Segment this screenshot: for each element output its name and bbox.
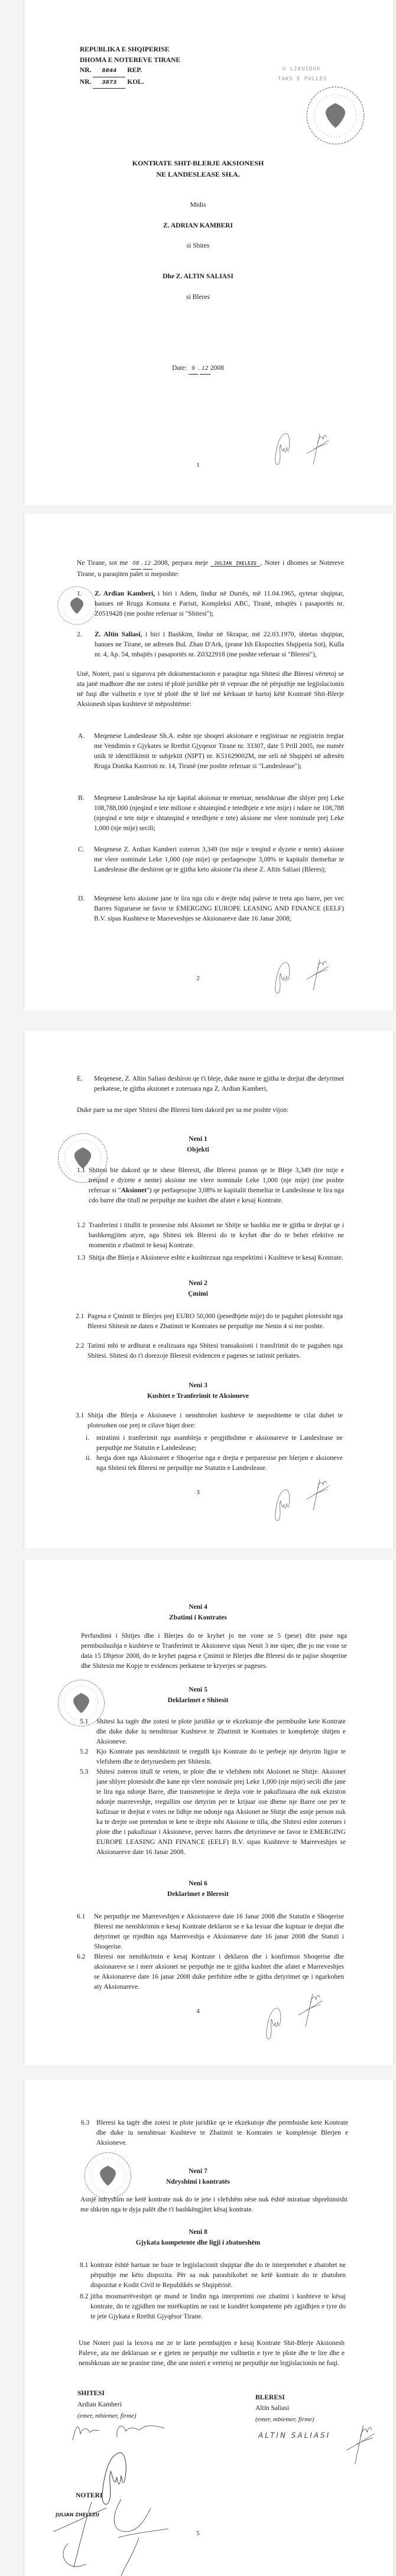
clause-number: 6.2 [77,1953,86,1960]
contract-subtitle: NE LANDESLEASE SH.A. [156,170,240,178]
recital-text: Meqenese Landeslease ka nje kapital aksionar te emetuar, nenshkruar dhe shlyer prej Leke 108,788,000 (njeqind e tete milione e shtateqind e tetedhjete e tete mije) i ndare ne 108,788 (njeqind e tete mije e shtateqind e tetedhjete e tete) aksione me vlere nominale prej Leke 1,000 (nje mije) secili; [94,795,344,832]
clause-number: 3.1 [76,1412,85,1419]
clause-text: Shitesi bie dakord qe te shese Bleresit, dhe Bleresi pranon qe te Bleje 3,349 (tre mije e treqind e dyzete e nente) aksione me vlere nominale Leke 1,000 (nje mije) (me poshte referuar si " [89,1167,344,1194]
clause-number: 1.1 [77,1167,86,1174]
recital-text: Meqenese, Z. Altin Saliasi deshiron qe t'i bleje, duke marre te gjitha te drejtat dhe detyrimet perkatese, te gjitha aksionet e zoteruara nga Z. Ardian Kamberi, [94,1075,344,1092]
clause-8-2 [80,2292,346,2322]
buyer-signature-name: Altin Saliasi [255,2405,290,2412]
article-4-title: Zbatimi i Kontrates [169,1614,227,1621]
recital-label: C. [78,846,85,853]
seller-signature-icon [260,2000,287,2047]
buyer-signature-hint: (emer, mbiemer, firme) [255,2416,314,2423]
article-8-heading: Neni 8 [189,2229,207,2236]
party-2 [77,630,344,660]
between-label: Midis [190,201,206,209]
intro-text: , Noter i dhomes se Notereve Tirane, u paraqiten palet si meposhte: [77,560,344,578]
defined-term: Aksionet [121,1187,147,1194]
recital-b [78,793,344,834]
condition-text: miratimi i tranferimit nga asambleja e pergjithshme e aksionareve te Landeslease ne perputhje me Statutin e Landeslease; [96,1435,343,1452]
article-2-heading: Neni 2 [189,1280,207,1287]
seller-signature-name: Ardian Kamberi [77,2401,122,2408]
condition-number: i. [86,1435,90,1442]
party-number: 2. [77,631,82,638]
seller-role: si Shites [186,242,210,249]
seller-signature-hint: (emer, mbiemer, firme) [77,2412,137,2419]
recital-label: E. [77,1075,83,1082]
clause-1-1 [77,1166,344,1206]
article-5-heading: Neni 5 [189,1686,207,1693]
article-7-text: Asnjë ndryshim ne ketë kontrate nuk do te jete i vlefshëm nëse nuk është miratuar shprehimisht me shkrim nga te dyja palët dhe t'i bashkëngjitet kësaj kontrate. [80,2196,348,2213]
clause-text: Bleresi me nenshkrimin e kesaj Kontrate i deklaron dhe i konfirmon Shoqerise dhe aksionareve se i merr aksionet ne perputhje me te gjitha kushtet dhe afatet e Marreveshjes se Aksionareve date 16 janar 2008 duke perfshire edhe te gjitha detyrimet qe i ngarkohen aty Aksionareve. [94,1953,344,1990]
party-name: Z. Altin Saliasi, [95,631,142,638]
buyer-label: BLERESI [255,2394,285,2401]
contract-date: Date: 9 . 12 2008 [0,363,396,375]
seller-name: Z. ADRIAN KAMBERI [163,222,233,229]
clause-number: 5.2 [80,1748,89,1755]
seller-handwritten-signature-icon [70,2419,170,2443]
date-day: 9 [189,364,198,375]
clause-number: 5.1 [80,1718,89,1725]
clause-text: Shitesi zoteron titull te vetem, te plote dhe te vlefshem mbi Aksionet ne Shitje. Aksionet jane shlyer plotesisht dhe kane nje vlere nominale prej Leke 1,000 (nje mije) secili dhe jane te lira nga ndonje Barre, dhe transmetojne te drejta vote te pakufizuara dhe nuk ekziston ndonje marreveshje, rregullim ose detyrim per te krijuar ose dhene nje Barre ose per te kufizuar te drejtat e votes ne lidhje me ndonje nga Aksionet ne Shitje dhe asnje person nuk ka te drejte ose pretendon te kete te drejte mbi Aksione te tilla, dhe Shitesi eshte zoterues i plote dhe i pakufizuar i Aksioneve, pervec barres dhe detyrimeve ne favor te EMERGING EUROPE LEASING AND FINANCE (EELF) B.V. sipas Kushteve te Marreveshjes se Aksionareve date 16 Janar 2008. [96,1768,346,1856]
page-number: 1 [196,461,200,469]
article-1-heading: Neni 1 [189,1136,207,1143]
condition-number: ii. [86,1455,92,1462]
kol-number-line [80,77,180,89]
notary-header [80,45,180,89]
clause-6-1 [77,1912,344,1952]
date-year: 2008 [210,365,224,372]
notary-name-stamp: JULIAN ZHELEZU [56,2512,100,2518]
date-month: 12 [200,364,210,375]
buyer-role: si Bleres [186,294,210,301]
party-1 [77,589,344,619]
clause-number: 2.1 [76,1313,85,1320]
nr-label: NR. [80,67,92,74]
article-2-title: Çmimi [188,1290,208,1297]
condition-i [86,1433,343,1453]
clause-8-1 [80,2260,346,2291]
clause-text: kontrate është hartuar ne baze te legjislacionit shqiptar dhe do te interpretohet e zbatohet ne përputhje me këto dispozita. Për sa nuk parashikohet ne ketë kontrate do te zbatohen dispozitat e Kodit Civil te Republikës se Shqipërisë. [90,2262,346,2289]
notary-intro: Ne Tirane, sot me 08 . 12 .2008, perpara meje JULIAN ZHELEZU , Noter i dhomes se Notereve Tirane, u paraqiten palet si meposhte: [77,560,344,578]
article-4-heading: Neni 4 [189,1604,207,1611]
article-8-title: Gjykata kompetente dhe ligji i zbatueshëm [135,2239,261,2246]
agreement-statement: Duke pare sa me siper Shitesi dhe Bleresi bien dakord per sa me poshte vijon: [77,1107,289,1114]
clause-number: 2.2 [76,1342,85,1349]
rep-number: 8844 [93,66,125,77]
page-number: 5 [196,2530,200,2537]
notary-label: NOTERI [76,2492,103,2499]
party-name: Z. Ardian Kamberi, [95,590,155,597]
article-4-text: Perfundimi i Shitjes dhe i Blerjes do te kryhet jo me vone se 5 (pese) dite pune nga permbushushja e kushteve te Tranferimit te Aksioneve sipas Nenit 3 me siper, dhe jo me vone se data 15 Dhjetor 2008, do te kryhet pagesa e Çmimit te Blerjes dhe Bleresi do te pajise shoqerine dhe Shitesin me Kopje te evidences perkatese te kryerjes se pageses. [81,1632,347,1670]
party-number: 1. [77,590,82,597]
clause-text: Kjo Kontrate pas nenshkrimit te rregullt kjo Kontrate do te perbeje nje detyrim ligjor te vlefshem dhe te detyrueshem per Shitesin. [96,1748,346,1765]
clause-2-2 [76,1341,343,1361]
notary-certification: Unë, Noteri, pasi u sigurova për dokumentacionin e paraqitur nga Shitesi dhe Bleresi vërtetoj se ata janë madhore dhe me zotesi të plotë juridike për të vepruar dhe në përputhje me legjislacionin në fuqi dhe vullnetin e tyre të plotë dhe të lirë më kërkuan të hartoj këtë Kontratë Shit-Blerje Aksionesh sipas kushteve të mëposhtëme: [77,671,344,708]
header-republic: REPUBLIKA E SHQIPERISE [80,46,170,53]
clause-text: Pagesa e Çmimit te Blerjes prej EURO 50,000 (pesedhjete mije) do te paguhet plotesisht nga Bleresi Shitesit ne daten e Zbatimit te Kontrates ne perputhje me Nenin 4 si me poshte. [87,1313,343,1330]
recital-c [78,845,344,875]
clause-number: 1.2 [77,1222,86,1229]
article-3-title: Kushtet e Tranferimit te Aksioneve [147,1393,249,1400]
condition-text: heqja dore nga Aksionaret e Shoqerise nga e drejta e perparesise per blerjen e aksioneve nga Shitesi tek Bleresi ne perputhje me Statutin e Landeslease. [96,1455,343,1472]
clause-number: 1.3 [77,1254,86,1261]
article-6-heading: Neni 6 [189,1880,207,1887]
date-label: Date: [172,365,187,372]
page-number: 3 [196,1489,200,1496]
clause-text: jitha mosmarrëveshjet qe mund te lindin nga interpretimi ose zbatimi i kushteve te kësaj kontrate, do te zgjidhen me mirëkuptim ne rast te kundërt kompetente për zgjidhjen e tyre do te jete Gjykata e Rrethit Gjyqësor Tirane. [90,2293,346,2320]
clause-text: Shitja dhe Blerja e Aksioneve i nenshtrohet kushteve te meposhteme te cilat duhet te plotesohen ose prej te cilave hiqet dore: [87,1412,343,1429]
recital-text: Meqenese Landeslease Sh.A. eshte nje shoqeri aksionare e regjistruar ne regjistrin tregtar me Vendimin e Gjykates se Rrethit Gjyqesor Tirane nr. 33307, date 5 Prill 2005, me numër unik të identifikimit te subjektit (NIPT) nr. K51629002M, me seli në Shqipëri në adresën Rruga Donika Kastrioti nr. 14, Tiranë (me poshte referuar si "Landeslease"); [94,733,344,770]
nr-label: NR. [80,78,92,86]
header-chamber: DHOMA E NOTEREVE TIRANE [80,56,181,64]
buyer-signature-icon [331,2422,390,2467]
party-details: i biri i Bashkim, lindur në Skrapar, më 22.03.1970, shtetas shqiptar, banues ne Tirane, ne adresen Bul. Zhan D'Ark, (prane Ish Ekspozites Shqiperia Sot), Kulla nr. 4, Ap. 54, mbajtës i pasaportës nr. Z0322918 (me poshte referuar si "Bleresi"), [95,631,344,658]
notary-closing-statement: Une Noteri pasi ia lexova me ze te larte permbajtjen e kesaj Kontrate Shit-Blerje Aksionesh Paleve, ata me deklaruan se e gjeten ne perputhje me vullnetin e tyre te plote dhe te lire dhe e nenshkruan ate ne pranine time, dhe une noteri e vertetoj ne perputhje me legjislacionin ne fuqi. [79,2340,345,2367]
contract-title: KONTRATE SHIT-BLERJE AKSIONESH [132,159,264,167]
recital-label: A. [78,733,85,740]
article-6-title: Deklarimet e Bleresit [167,1891,229,1898]
clause-2-1 [76,1312,343,1332]
article-1-title: Objekti [187,1146,209,1153]
tax-stamp-paid: U LIKUIDUA [283,66,321,72]
clause-5-3 [80,1767,346,1858]
clause-3-1 [76,1411,343,1431]
recital-label: D. [78,895,85,902]
clause-text: Tatimi mbi te ardhurat e realizuara nga Shitesi transaksioni i transfrimit do te paguhen nga Shitesi. Shitesi do t'i dorezoje Bleresit evidencen e pageses se tatimit perkates. [87,1342,343,1359]
clause-number: 8.1 [80,2262,89,2269]
rep-label: REP. [127,67,142,74]
clause-number: 6.3 [81,2119,90,2126]
seller-label: SHITESI [77,2390,105,2397]
clause-6-2 [77,1952,344,1992]
notary-seal-icon [304,84,366,147]
condition-ii [86,1453,343,1474]
article-3-heading: Neni 3 [189,1382,207,1389]
rep-number-line [80,66,180,77]
clause-text: Shitja dhe Blerja e Aksioneve eshte e kushtezuar nga respektimi i Kushteve te kesaj Kontrate. [89,1254,343,1261]
article-5-title: Deklarimet e Shitesit [167,1697,229,1704]
buyer-handwritten-name: ALTIN SALIASI [258,2431,331,2440]
kol-number: 3873 [93,78,125,89]
tax-stamp-label: TAKS E PULLES [278,76,327,82]
clause-number: 6.1 [77,1913,86,1920]
page-number: 2 [196,975,200,982]
kol-label: KOL. [127,78,144,86]
clause-number: 8.2 [80,2293,89,2300]
clause-text: Tranferimi i titullit te pronesise mbi Aksionet ne Shitje se bashku me te gjitha te drejtat qe i bashkengjiten atyre, nga Shitesi tek Bleresi do te kryhet dhe do te behet efektive ne momentin e zbatimit te kesaj Kontrate. [89,1222,344,1249]
recital-e [77,1074,344,1094]
notary-name-stamp: JULIAN ZHELEZU [210,561,260,567]
clause-1-3 [77,1253,344,1263]
buyer-name: Dhe Z. ALTIN SALIASI [163,273,233,280]
clause-6-3 [81,2118,348,2148]
recital-text: Meqenese keto aksione jane te lira nga cdo e drejte ndaj paleve te treta apo barre, per vec Barres Siguruese ne favor te EMERGING EUROPE LEASING AND FINANCE (EELF) B.V. sipas Kushteve te Marreveshjes se Aksionareve date 16 Janar 2008; [94,895,344,922]
clause-text: Shitesi ka tagër dhe zotesi te plote juridike qe te ekzekutoje dhe permbushe kete Kontrate dhe duke duke iu nenshtruar Kushteve te Zbatimit te Kontrates te kompletoje shitjen e Aksioneve. [96,1718,346,1745]
clause-text: Ne perputhje me Marreveshjen e Aksionareve date 16 Janar 2008 dhe Statutin e Shoqerise Bleresi me nenshkrimin e kesaj Kontrate deklaron se e ka lexuar dhe kuptuar te drejtat dhe detyrimet qe rrjedhin nga Marreveshja e Aksionareve date 16 janar 2008 dhe Statuti i Shoqerise. [94,1913,344,1950]
clause-5-1 [80,1717,346,1747]
intro-day: 08 [131,559,141,570]
article-7-title: Ndryshimi i kontratës [166,2178,230,2185]
clause-5-2 [80,1747,346,1767]
intro-text: Ne Tirane, sot me [77,560,128,567]
article-7-heading: Neni 7 [189,2168,207,2175]
page-number: 4 [196,2008,200,2015]
intro-text: .2008, perpara meje [152,560,209,567]
recital-text: Meqenese Z. Ardian Kamberi zoteron 3,349 (tre mije e treqind e dyzete e nente) aksione me vlere nominale Leke 1,000 (nje mije) qe perfaqesojne 3,08% te kapitalit themeltar te Landeslease dhe deshiron qe te gjitha keto aksione t'ia shese Z. Altin Saliasi (Bleres); [94,846,344,873]
clause-text: Bleresi ka tagër dhe zotesi te plote juridike qe te ekzekutoje dhe permbushe kete Kontrate dhe duke iu nenshtruar Kushteve te Zbatimit te Kontrates te kompletoje Blerjen e Aksioneve. [96,2119,348,2146]
recital-d [78,894,344,924]
recital-a [78,731,344,772]
intro-month: 12 [143,559,152,570]
clause-text: ") qe perfaqesojne 3,08% te kapitalit themeltar te Landeslease te lira nga cdo barre dhe titull ne perputhje me kushtet dhe afatet e kesaj Kontrate. [89,1187,344,1204]
party-details: i biri i Adem, lindur në Durrës, më 11.04.1965, qytetar shqiptar, banues në Rruga Komuna e Parisit, Kompleksi ABC, Tiranë, mbajtës i pasaportës nr. Z0519428 (me poshte referuar si "Shitesi"); [95,590,344,617]
clause-number: 5.3 [80,1768,89,1775]
recital-label: B. [78,795,85,802]
clause-1-2 [77,1221,344,1251]
